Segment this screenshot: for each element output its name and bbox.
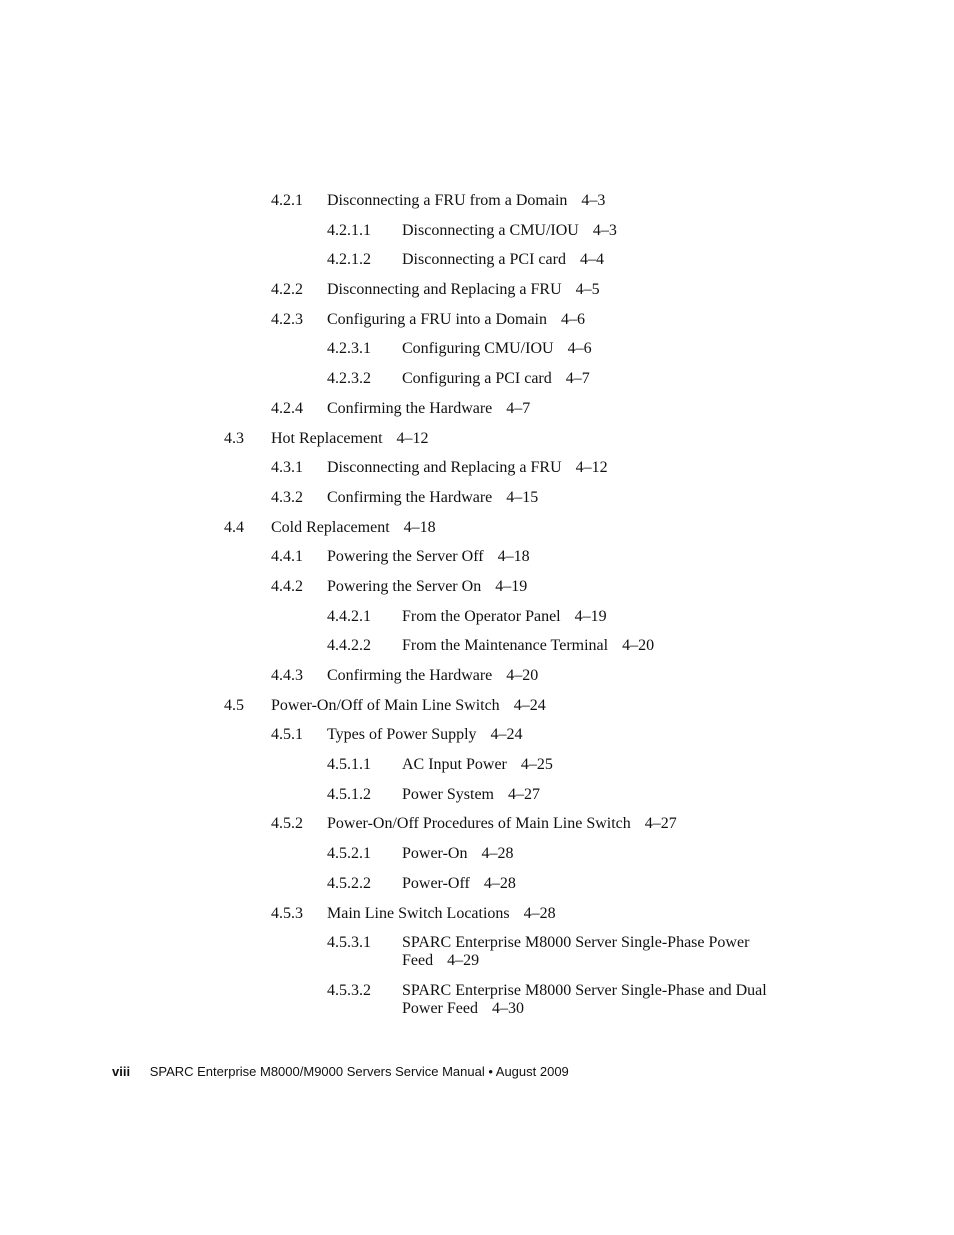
toc-entry-title-text: Power-On [402,845,468,863]
toc-entry-title [327,578,527,596]
toc-entry-title-text: Configuring CMU/IOU [402,340,554,358]
toc-entry[interactable] [0,192,954,210]
toc-entry-title [327,281,600,299]
toc-entry-page: 4–18 [403,518,436,536]
toc-entry-title [402,637,654,655]
toc-entry-title [402,934,802,970]
toc-entry-title-text: SPARC Enterprise M8000 Server Single-Phase Power Feed [402,934,750,970]
toc-entry-number: 4.4.2.1 [327,607,371,625]
toc-entry-page: 4–24 [513,696,546,714]
toc-entry[interactable] [0,982,954,1018]
toc-entry-title [402,982,802,1018]
toc-entry-title [327,815,677,833]
toc-entry[interactable] [0,251,954,269]
toc-entry[interactable] [0,726,954,744]
toc-entry-page: 4–3 [592,221,617,239]
toc-entry-title-text: Disconnecting and Replacing a FRU [327,281,562,299]
toc-entry-page: 4–6 [567,340,592,358]
toc-entry[interactable] [0,815,954,833]
toc-entry-title-text: AC Input Power [402,756,507,774]
toc-entry-page: 4–27 [644,815,677,833]
toc-entry-number: 4.2.3.2 [327,370,371,388]
toc-entry-page: 4–3 [581,192,606,209]
page-footer [112,1064,569,1079]
toc-entry-title [327,459,608,477]
toc-entry-page: 4–20 [622,637,655,655]
footer-text: SPARC Enterprise M8000/M9000 Servers Service Manual • August 2009 [149,1064,569,1079]
toc-entry-page: 4–25 [520,756,553,774]
toc-entry-page: 4–12 [575,459,608,477]
toc-entry-number: 4.4.2 [271,577,303,595]
toc-entry-page: 4–28 [481,845,514,863]
toc-entry-title-text: Confirming the Hardware [327,488,493,506]
toc-entry-title [402,370,590,388]
toc-entry-title-text: From the Operator Panel [402,607,561,625]
toc-entry-page: 4–29 [447,952,480,970]
toc-entry-number: 4.4.2.2 [327,637,371,655]
toc-entry-title [402,340,592,358]
toc-entry-number: 4.3.2 [271,488,303,506]
toc-entry-title-text: Configuring a PCI card [402,370,552,388]
toc-entry-title-text: Powering the Server Off [327,548,484,566]
toc-entry[interactable] [0,905,954,923]
toc-entry-title [271,519,436,537]
toc-entry-number: 4.2.1 [271,192,303,209]
toc-entry-number: 4.5.1.2 [327,785,371,803]
toc-entry[interactable] [0,875,954,893]
toc-entry-page: 4–15 [506,488,539,506]
toc-entry-page: 4–24 [490,726,523,744]
toc-entry-page: 4–4 [579,251,604,269]
toc-entry-number: 4.5.2.2 [327,874,371,892]
toc-entry-title [271,430,429,448]
toc-entry[interactable] [0,311,954,329]
toc-entry-title-text: Disconnecting a PCI card [402,251,566,269]
toc-entry[interactable] [0,637,954,655]
toc-entry[interactable] [0,400,954,418]
toc-entry-title [271,697,546,715]
toc-entry-title-text: Main Line Switch Locations [327,904,510,922]
toc-entry-number: 4.2.3.1 [327,340,371,358]
toc-entry-title [327,667,538,685]
toc-entry-page: 4–20 [506,667,539,684]
toc-entry-title [402,251,604,269]
toc-entry-page: 4–7 [565,370,590,388]
toc-entry-title-text: Power System [402,785,494,803]
toc-entry[interactable] [0,608,954,626]
toc-entry-title-text: From the Maintenance Terminal [402,637,609,655]
toc-entry[interactable] [0,489,954,507]
toc-entry-title [402,608,607,626]
toc-entry-number: 4.5.3 [271,904,303,922]
toc-entry-title-text: Disconnecting and Replacing a FRU [327,459,562,477]
toc-entry[interactable] [0,548,954,566]
toc-entry-page: 4–28 [523,904,556,922]
toc-entry-title [327,726,523,744]
toc-entry-title [327,905,556,923]
toc-entry-title [327,192,605,210]
toc-entry[interactable] [0,222,954,240]
toc-entry[interactable] [0,697,954,715]
toc-entry-number: 4.5 [224,696,244,714]
toc-entry-title-text: Disconnecting a CMU/IOU [402,221,579,239]
toc-entry-number: 4.5.3.2 [327,982,371,1000]
toc-entry-number: 4.5.3.1 [327,934,371,952]
footer-page-number: viii [112,1064,131,1079]
toc-entry[interactable] [0,578,954,596]
toc-entry-number: 4.3.1 [271,459,303,477]
toc-entry-number: 4.4.1 [271,548,303,566]
toc-entry-page: 4–19 [495,577,528,595]
toc-entry-title-text: Power-On/Off Procedures of Main Line Switch [327,815,631,833]
toc-entry-number: 4.2.3 [271,310,303,328]
toc-entry-title [402,222,617,240]
toc-entry-title-text: Configuring a FRU into a Domain [327,310,547,328]
toc-entry-title [327,400,530,418]
toc-entry-title [402,845,513,863]
toc-entry-number: 4.5.2.1 [327,845,371,863]
toc-entry-title [327,489,538,507]
toc-entry-number: 4.4 [224,518,244,536]
toc-entry-number: 4.5.1.1 [327,756,371,774]
toc-entry[interactable] [0,459,954,477]
toc-entry[interactable] [0,519,954,537]
toc-entry-page: 4–12 [396,429,429,447]
toc-entry-title-text: SPARC Enterprise M8000 Server Single-Phase and Dual Power Feed [402,982,767,1018]
toc-entry[interactable] [0,934,954,970]
toc-entry-title [327,311,585,329]
toc-entry-title-text: Cold Replacement [271,518,390,536]
toc-entry-number: 4.2.2 [271,281,303,299]
toc-entry[interactable] [0,756,954,774]
toc-entry[interactable] [0,281,954,299]
toc-entry-title [327,548,530,566]
toc-entry-title-text: Power-On/Off of Main Line Switch [271,696,500,714]
toc-entry-title-text: Powering the Server On [327,577,482,595]
toc-entry-page: 4–28 [483,874,516,892]
toc-entry-title-text: Confirming the Hardware [327,667,493,684]
toc-entry[interactable] [0,340,954,358]
toc-entry[interactable] [0,786,954,804]
toc-entry[interactable] [0,430,954,448]
toc-entry-page: 4–6 [560,310,585,328]
toc-entry-page: 4–5 [575,281,600,299]
toc-entry-number: 4.3 [224,429,244,447]
toc-entry-title [402,756,553,774]
toc-entry-page: 4–27 [508,785,540,803]
toc-entry-page: 4–19 [574,607,607,625]
table-of-contents [0,190,954,1018]
toc-entry-number: 4.5.1 [271,726,303,744]
toc-entry-page: 4–18 [497,548,530,566]
toc-entry-number: 4.5.2 [271,815,303,833]
toc-entry-title [402,786,540,804]
toc-entry-number: 4.2.1.1 [327,221,371,239]
toc-entry-title-text: Hot Replacement [271,429,383,447]
toc-entry-title-text: Types of Power Supply [327,726,477,744]
toc-entry-title [402,875,516,893]
toc-entry-title-text: Confirming the Hardware [327,399,493,417]
toc-entry-title-text: Disconnecting a FRU from a Domain [327,192,568,209]
toc-entry-page: 4–30 [491,1000,524,1018]
toc-entry[interactable] [0,370,954,388]
toc-entry[interactable] [0,667,954,685]
toc-entry[interactable] [0,845,954,863]
toc-entry-number: 4.4.3 [271,667,303,684]
toc-entry-title-text: Power-Off [402,874,470,892]
toc-entry-page: 4–7 [506,399,531,417]
toc-entry-number: 4.2.1.2 [327,251,371,269]
toc-entry-number: 4.2.4 [271,399,303,417]
